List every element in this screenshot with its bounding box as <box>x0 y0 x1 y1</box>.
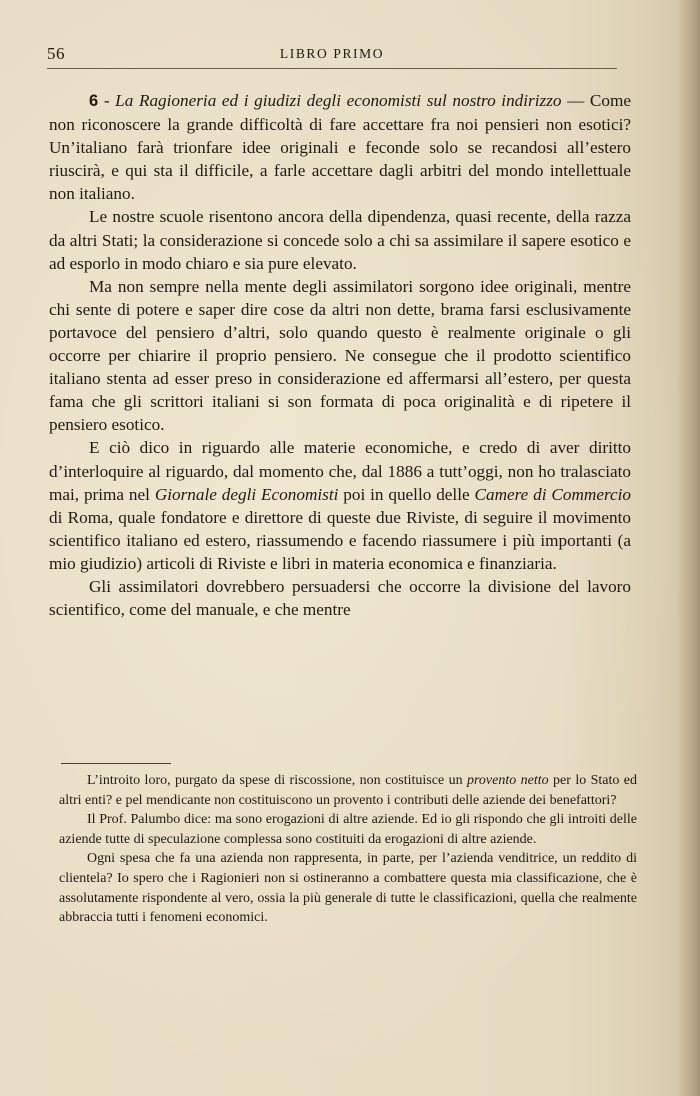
paragraph-section-6 <box>49 89 631 205</box>
footnote-3: Ogni spesa che fa una azienda non rappresenta, in parte, per l’azienda venditrice, un reddito di clientela? Io spero che i Ragionieri non si ostineranno a combattere questa mia classificazione, che è assolutamente rispondente al vero, ossia la più generale di tutte le classificazioni, quella che realmente abbraccia tutti i fenomeni economici. <box>59 851 637 926</box>
section-dash: - <box>98 91 116 110</box>
paragraph-5: Gli assimilatori dovrebbero persuadersi che occorre la divisione del lavoro scientifico, come del manuale, e che mentre <box>49 576 631 620</box>
section-opening-text: — Come non riconoscere la grande difficoltà di fare accettare fra noi pensieri non esotici? Un’italiano farà trionfare idee originali e feconde solo se recandosi all’estero riuscirà, e qui sta il difficile, a farle accettare dagli arbitri del mondo intellettuale non italiano. <box>49 91 631 204</box>
page-number: 56 <box>47 44 65 63</box>
footnote-rule <box>61 763 171 764</box>
footnote-1 <box>59 771 637 810</box>
paragraph-3: Ma non sempre nella mente degli assimilatori sorgono idee originali, mentre chi sente di potere e saper dire cose da altri non dette, brama farsi esclusivamente portavoce del pensiero d’altri, solo quando questo è realmente originale o gli occorre per chiarire il proprio pensiero. Ne consegue che il prodotto scientifico italiano stenta ad esser preso in considerazione ed affermarsi all’estero, per questa fama che gli scrittori italiani si son formata di poca originalità e di ripetere il pensiero esotico. <box>49 276 631 435</box>
footnotes <box>59 771 637 928</box>
paragraph-2: Le nostre scuole risentono ancora della dipendenza, quasi recente, della razza da altri Stati; la considerazione si concede solo a chi sa assimilare il sapere esotico e ad esporlo in modo chiaro e sia pure elevato. <box>49 207 631 273</box>
running-head: LIBRO PRIMO <box>279 46 385 61</box>
footnote-1-italic: provento netto <box>466 773 549 788</box>
journal-title-camere: Camere di Commercio <box>474 484 631 504</box>
section-title: La Ragioneria ed i giudizi degli economisti sul nostro indirizzo <box>115 91 562 110</box>
section-number: 6 <box>89 92 99 110</box>
footnote-1-part-b: per lo Stato ed altri enti? e pel mendicante non costituiscono un provento i contributi delle aziende dei benefattori? <box>59 773 638 808</box>
paragraph-4 <box>49 436 631 575</box>
page-header <box>47 44 617 68</box>
body-text <box>49 89 631 621</box>
page-spine-shadow <box>676 0 700 1096</box>
paragraph-4-part-b: poi in quello delle <box>338 484 475 504</box>
footnote-2: Il Prof. Palumbo dice: ma sono erogazioni di altre aziende. Ed io gli rispondo che gli introiti delle aziende tutte di speculazione complessa sono costituiti da erogazioni di altre aziende. <box>59 812 637 847</box>
header-rule <box>47 68 617 69</box>
footnote-1-part-a: L’introito loro, purgato da spese di riscossione, non costituisce un <box>87 773 467 788</box>
paragraph-4-part-c: di Roma, quale fondatore e direttore di queste due Riviste, di seguire il movimento scientifico italiano ed estero, riassumendo e facendo riassumere i più importanti (a mio giudizio) articoli di Riviste e libri in materia economica e finanziaria. <box>49 507 631 573</box>
journal-title-giornale: Giornale degli Economisti <box>154 484 339 504</box>
paragraph-4-part-a: E ciò dico in riguardo alle materie economiche, e credo di aver diritto d’interloquire al riguardo, dal momento che, dal 1886 a tutt’oggi, non ho tralasciato mai, prima nel <box>49 438 631 504</box>
